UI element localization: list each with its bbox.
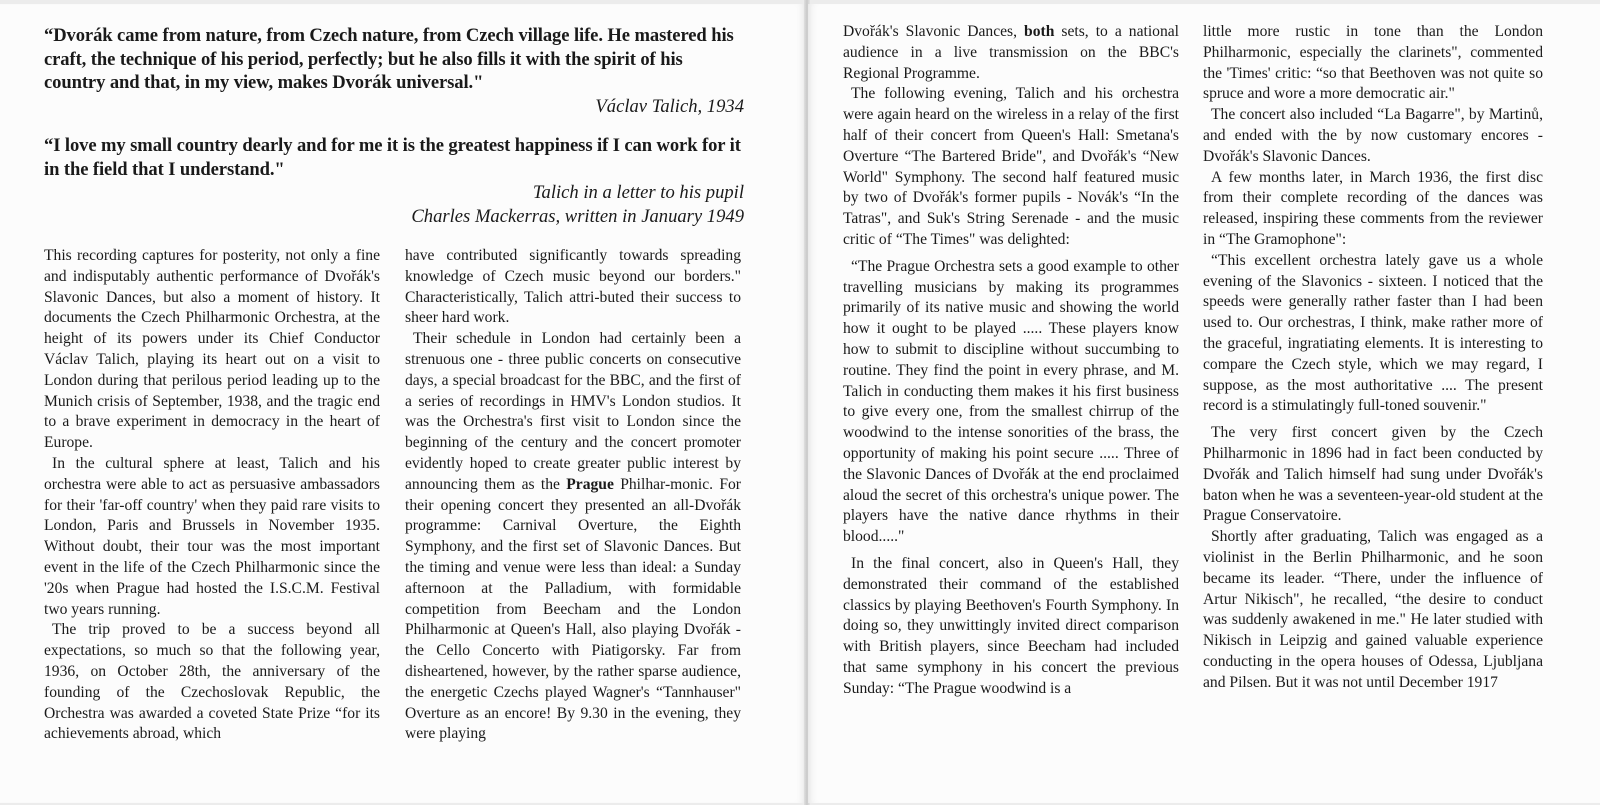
text-run: Dvořák's Slavonic Dances, (843, 23, 1025, 40)
quote-small-country (44, 134, 744, 228)
paragraph: The trip proved to be a success beyond all expectations, so much so that the following year, 1936, on October 28th, the anniversary of the founding of the Czechoslovak Republic, the Orchestra was awarded a coveted State Prize “for its achievements abroad, which (44, 621, 380, 743)
paragraph: This recording captures for posterity, not only a fine and indisputably authentic performance of Dvořák's Slavonic Dances, but also a moment of history. It documents the Czech Philharmonic Orchestra, at the height of its powers under its Chief Conductor Václav Talich, playing its heart out on a visit to London during that perilous period leading up to the Munich crisis of September, 1938, and the tragic end to a brave experiment in democracy in the heart of Europe. (44, 247, 380, 452)
gramophone-review-quote: “This excellent orchestra lately gave us a whole evening of the Slavonics - sixteen. I noticed that the speeds were generally rather faster than I had been used to. Our orchestras, I think, make rather more of the graceful, ingratiating elements. It is interesting to compare the Czech style, which we may regard, I suppose, as the most authoritative .... The present record is a stimulatingly full-toned souvenir." (1203, 251, 1543, 415)
left-page (0, 4, 806, 803)
quote-attribution: Charles Mackerras, written in January 1949 (411, 205, 744, 227)
text-column-1 (44, 246, 380, 745)
paragraph: have contributed significantly towards spreading knowledge of Czech music beyond our borders." Characteristically, Talich attri-buted their success to sheer hard work. (405, 247, 741, 327)
quote-text: “I love my small country dearly and for me it is the greatest happiness if I can work for it in the field that I understand." (44, 135, 741, 180)
text-column-3 (843, 22, 1179, 700)
paragraph: The following evening, Talich and his orchestra were again heard on the wireless in a relay of the first half of their concert from Queen's Hall: Smetana's Overture “The Bartered Bride", and Dvořák's “New World" Symphony. The second half featured music by two of Dvořák's former pupils - Novák's “In the Tatras", and Suk's String Serenade - and the music critic of “The Times" was delighted: (843, 85, 1179, 248)
paragraph: A few months later, in March 1936, the first disc from their complete recording of the dances was released, inspiring these comments from the reviewer in “The Gramophone": (1203, 168, 1543, 248)
times-review-quote: “The Prague Orchestra sets a good example to other travelling musicians by making its programmes primarily of its native music and showing the world how it ought to be played ..... These players know how to submit to discipline without succumbing to routine. They find the point in every phrase, and M. Talich in conducting them makes it his first business to give every one, from the smallest chirrup of the woodwind to the intense sonorities of the brass, the opportunity of making his point secure ..... Three of the Slavonic Dances of Dvořák at the end proclaimed aloud the secret of this orchestra's unique power. The players have the native dance rhythms in their blood....." (843, 257, 1179, 546)
paragraph (843, 22, 1179, 84)
paragraph: In the cultural sphere at least, Talich and his orchestra were able to act as persuasive ambassadors for their 'far-off country' when they paid rare visits to London, Paris and Brussels in November 1935. Without doubt, their tour was the most important event in the life of the Czech Philharmonic since the '20s when Prague had hosted the I.S.C.M. Festival two years running. (44, 454, 380, 618)
epigraph-quotes (44, 24, 744, 228)
paragraph (405, 329, 741, 745)
quote-dvorak (44, 24, 744, 118)
quote-attribution: Václav Talich, 1934 (595, 95, 744, 117)
text-run: Philhar-monic. For their opening concert they presented an all-Dvořák programme: Carnival Overture, the Eighth Symphony, and the first set of Slavonic Dances. But the timing and venue were less than ideal: a Sunday afternoon at the Palladium, with formidable competition from Beecham and the London Philharmonic at Queen's Hall, also playing Dvořák - the Cello Concerto with Piatigorsky. Far from disheartened, however, by the rather sparse audience, the energetic Czechs played Wagner's “Tannhauser" Overture as an encore! By 9.30 in the evening, they were playing (405, 475, 741, 743)
emphasis-prague: Prague (566, 475, 614, 493)
text-column-4 (1203, 22, 1543, 694)
text-run: Their schedule in London had certainly been a strenuous one - three public concerts on consecutive days, a special broadcast for the BBC, and the first of a series of recordings in HMV's London studios. It was the Orchestra's first visit to London since the beginning of the century and the concert promoter evidently hoped to create greater public interest by announcing them as the (405, 330, 741, 493)
text-column-2 (405, 246, 741, 745)
quote-text: “Dvorák came from nature, from Czech nature, from Czech village life. He mastered his craft, the technique of his period, perfectly; but he also fills it with the spirit of his country and that, in my view, makes Dvorák universal." (44, 25, 734, 93)
text-run: sets, to a national audience in a live transmission on the BBC's Regional Programme. (843, 23, 1180, 82)
quote-attribution: Talich in a letter to his pupil (532, 182, 744, 203)
paragraph: The concert also included “La Bagarre", by Martinů, and ended with the by now customary encores - Dvořák's Slavonic Dances. (1203, 106, 1543, 165)
paragraph: The very first concert given by the Czech Philharmonic in 1896 had in fact been conducted by Dvořák and Talich himself had sung under Dvořák's baton when he was a seventeen-year-old student at the Prague Conservatoire. (1203, 424, 1543, 525)
paragraph: Shortly after graduating, Talich was engaged as a violinist in the Berlin Philharmonic, and he soon became its leader. “There, under the influence of Artur Nikisch", he recalled, “the desire to conduct was suddenly awakened in me." He later studied with Nikisch in Leipzig and gained valuable experience conducting in the opera houses of Odessa, Ljubljana and Pilsen. But it was not until December 1917 (1203, 528, 1543, 691)
paragraph: little more rustic in tone than the London Philharmonic, especially the clarinets", commented the 'Times' critic: “so that Beethoven was not quite so spruce and wore a more democratic air." (1203, 23, 1543, 103)
paragraph: In the final concert, also in Queen's Hall, they demonstrated their command of the established classics by playing Beethoven's Fourth Symphony. In doing so, they unwittingly invited direct comparison with British players, since Beecham had included that same symphony in his concert the previous Sunday: “The Prague woodwind is a (843, 554, 1179, 697)
emphasis-both: both (1024, 23, 1055, 40)
